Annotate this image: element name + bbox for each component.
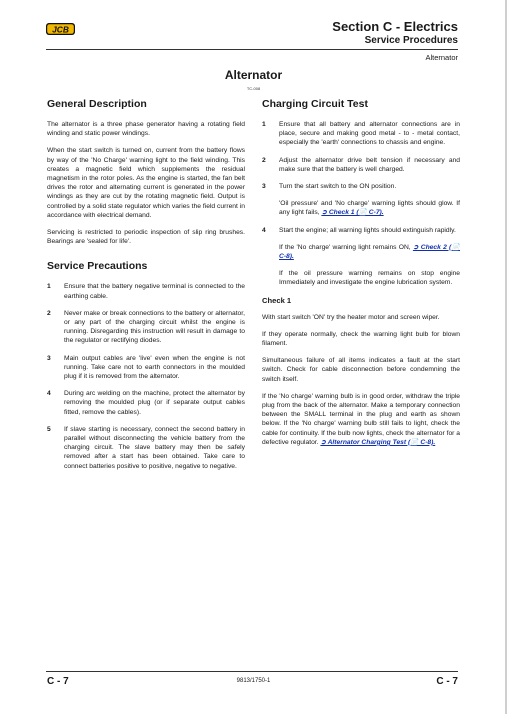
precaution-item-2 <box>47 309 245 346</box>
item-text: Main output cables are 'live' even when the engine is not running. Take care not to earth connectors in the moulded plug if it is removed from the alternator. <box>64 354 245 381</box>
general-paragraph-1: The alternator is a three phase generator having a rotating field winding and static power windings. <box>47 121 245 138</box>
item-number: 1 <box>47 283 51 291</box>
jcb-logo-text: JCB <box>52 24 69 35</box>
check-1-link[interactable]: ➲ Check 1 (📄 C-7). <box>321 209 384 217</box>
general-paragraph-2: When the start switch is turned on, current from the battery flows by way of the 'No Charge' warning light to the field winding. This creates a magnetic field which supplements the residual magnetism in the rotor poles. As the engine is started, the fan belt drives the rotor and alternating current is generated in the power windings as they are cut by the rotating magnetic field. Output is controlled by a solid state regulator which varies the field current in accordance with electrical demand. <box>47 147 245 219</box>
check-1-paragraph-1: With start switch 'ON' try the heater motor and screen wiper. <box>262 313 440 321</box>
check-1-paragraph-4-text: If the 'No charge' warning bulb is in good order, withdraw the triple plug from the back of the alternator. Make a temporary connection between the SMALL terminal in the plug and earth as shown below. If the 'No charge' warning bulb still fails to light, check the cable for continuity. If the bulb now lights, check the alternator for a defective regulator. <box>262 392 460 446</box>
subsection-title: Service Procedures <box>364 35 458 46</box>
header-rule <box>46 49 458 50</box>
step-4-note-text: If the 'No charge' warning light remains ON, <box>279 243 411 251</box>
charging-circuit-test-heading: Charging Circuit Test <box>262 98 368 110</box>
figure-code: TC-008 <box>246 86 261 91</box>
step-4-note <box>279 243 460 261</box>
page-number-right: C - 7 <box>436 676 458 687</box>
jcb-logo <box>46 23 75 35</box>
left-column <box>47 98 245 479</box>
general-description-heading: General Description <box>47 98 147 110</box>
item-text: Adjust the alternator drive belt tension if necessary and make sure that the battery is well charged. <box>279 156 460 173</box>
step-4-oil-note: If the oil pressure warning remains on stop engine Immediately and investigate the engine lubrication system. <box>279 270 460 287</box>
check-1-heading: Check 1 <box>262 295 292 305</box>
section-title: Section C - Electrics <box>332 19 458 34</box>
item-text: Ensure that all battery and alternator connections are in place, secure and making good metal - to - metal contact, especially the 'earth' connections to chassis and engine. <box>279 121 460 147</box>
test-step-1 <box>262 120 460 148</box>
item-number: 2 <box>47 309 51 317</box>
topic-label: Alternator <box>425 53 458 62</box>
page-number-left: C - 7 <box>47 676 69 687</box>
item-number: 4 <box>262 226 266 234</box>
right-column <box>262 98 460 455</box>
step-3-note <box>279 199 460 217</box>
test-step-2 <box>262 156 460 174</box>
item-number: 1 <box>262 121 266 128</box>
item-text: Never make or break connections to the battery or alternator, or any part of the charging circuit whilst the engine is running. Disregarding this instruction will result in damage to the regulator or rectifying diodes. <box>64 309 245 345</box>
item-number: 2 <box>262 156 266 164</box>
item-number: 3 <box>47 354 51 362</box>
item-number: 5 <box>47 425 51 433</box>
document-number: 9813/1750-1 <box>236 678 271 684</box>
check-1-paragraph-4 <box>262 392 460 447</box>
precaution-item-3 <box>47 354 245 382</box>
check-1-paragraph-3: Simultaneous failure of all items indicates a fault at the start switch. Check for cable disconnection before condemning the switch itself. <box>262 357 460 383</box>
test-step-3 <box>262 182 460 191</box>
service-precautions-heading: Service Precautions <box>47 260 148 273</box>
item-number: 4 <box>47 390 51 398</box>
test-step-4 <box>262 226 460 235</box>
precaution-item-4 <box>47 389 245 417</box>
general-paragraph-3: Servicing is restricted to periodic inspection of slip ring brushes. Bearings are 'sealed for life'. <box>47 229 245 246</box>
item-text: Ensure that the battery negative terminal is connected to the earthing cable. <box>64 283 245 300</box>
page-title: Alternator <box>224 68 283 82</box>
step-3-note-text: 'Oil pressure' and 'No charge' warning lights should glow. If any light fails, <box>279 200 460 217</box>
precaution-item-5 <box>47 425 245 471</box>
check-2-link[interactable]: ➲ Check 2 (📄 C-8). <box>279 243 460 261</box>
item-text: Start the engine; all warning lights should extinguish rapidly. <box>279 226 456 234</box>
item-number: 3 <box>262 183 266 191</box>
check-1-paragraph-2: If they operate normally, check the warning light bulb for blown filament. <box>262 330 460 348</box>
item-text: If slave starting is necessary, connect the second battery in parallel without disconnecting the vehicle battery from the charging circuit. The slave battery may then be safely removed after a start has been obtained. Take care to connect batteries positive to positive, negative to negative. <box>64 425 245 470</box>
item-text: During arc welding on the machine, protect the alternator by removing the moulded plug (or if separate output cables fitted, remove the cables). <box>64 390 245 416</box>
item-text: Turn the start switch to the ON position. <box>279 183 397 191</box>
precaution-item-1 <box>47 282 245 300</box>
alternator-charging-test-link[interactable]: ➲ Alternator Charging Test (📄 C-8). <box>320 438 436 446</box>
footer-rule <box>46 671 458 672</box>
